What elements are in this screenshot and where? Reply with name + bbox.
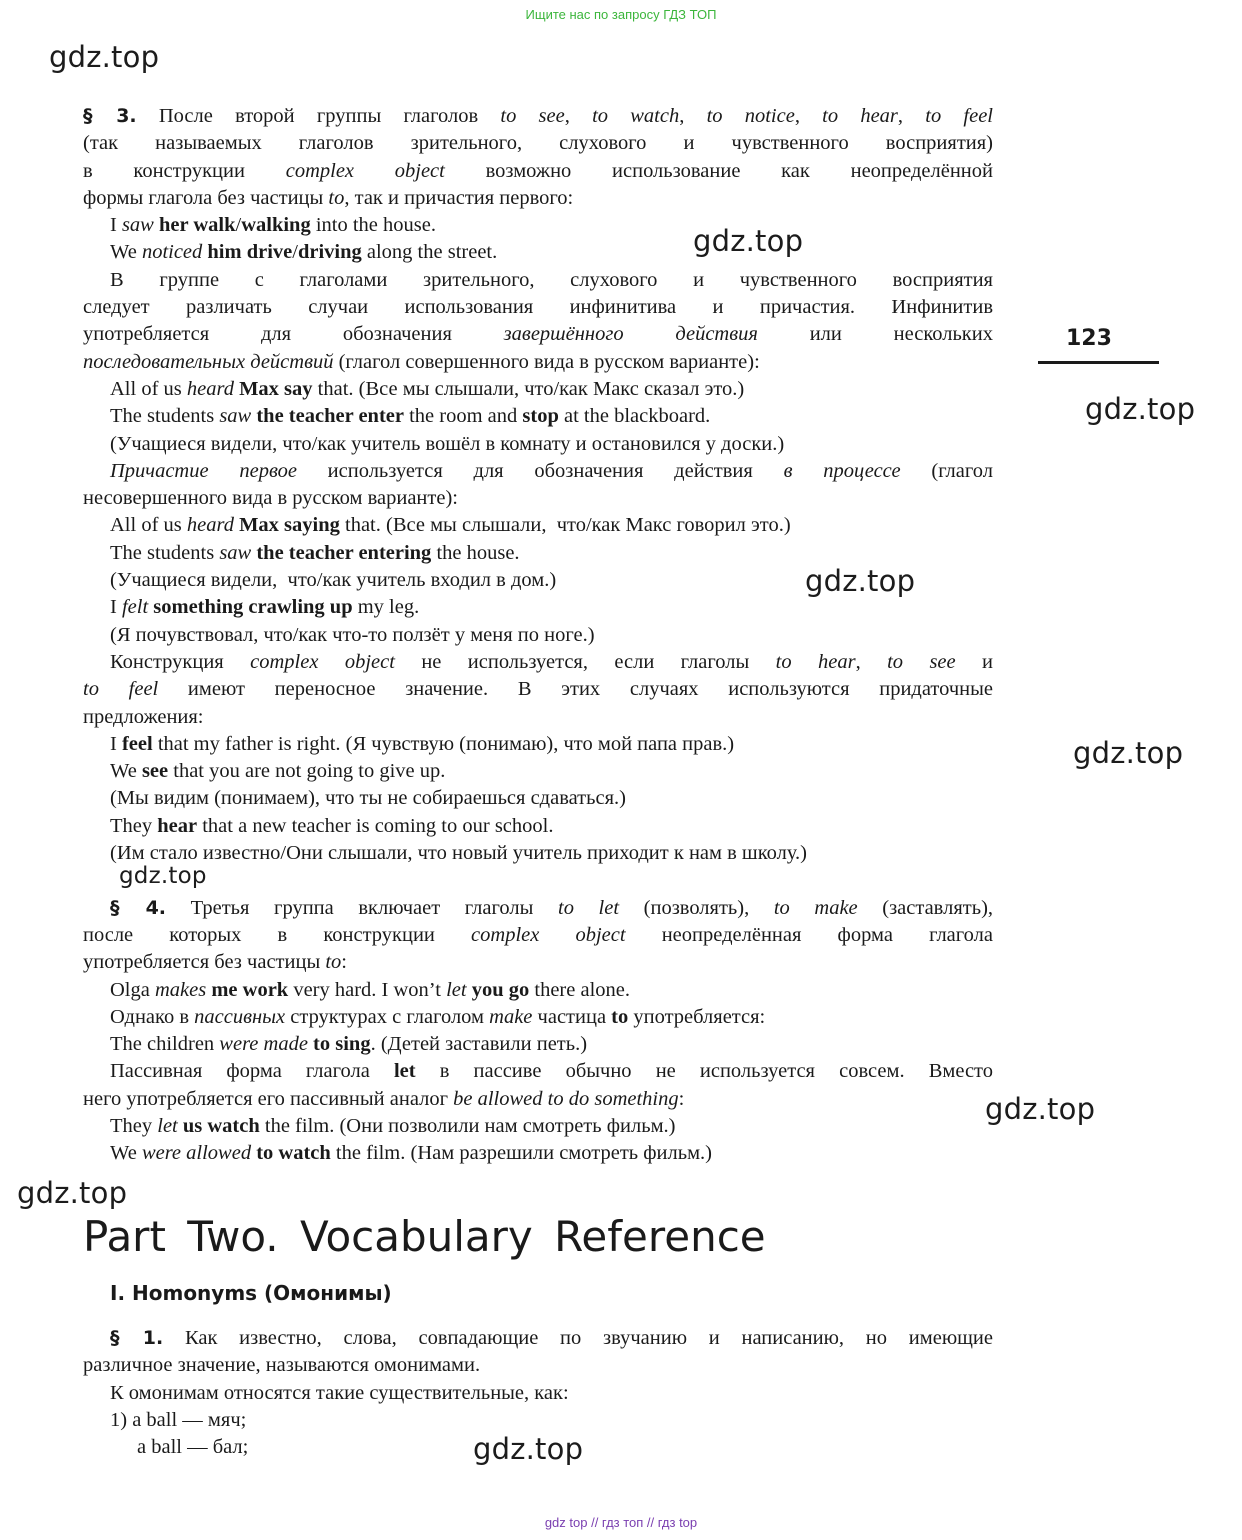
watermark: gdz.top xyxy=(693,224,804,258)
text-line: различное значение, называются омонимами. xyxy=(83,1354,481,1377)
example-line: We noticed him drive/driving along the street. xyxy=(110,241,498,264)
example-line: (Мы видим (понимаем), что ты не собираешься сдаваться.) xyxy=(110,787,626,810)
list-item: a ball — бал; xyxy=(137,1436,249,1459)
page-number-rule xyxy=(1038,361,1159,364)
watermark: gdz.top xyxy=(805,564,916,598)
homonyms-text xyxy=(83,1325,993,1461)
text-line: после которых в конструкции complex object неопределённая форма глагола xyxy=(83,923,993,946)
example-line: Однако в пассивных структурах с глаголом make частица to употребляется: xyxy=(110,1005,766,1028)
text-line: § 4. Третья группа включает глаголы to let (позволять), to make (заставлять), xyxy=(110,896,994,919)
text-line: to feel имеют переносное значение. В этих случаях используются придаточные xyxy=(83,678,993,701)
top-banner[interactable]: Ищите нас по запросу ГДЗ ТОП xyxy=(525,7,717,22)
text-line: несовершенного вида в русском варианте): xyxy=(83,487,458,510)
footer-links[interactable]: gdz top // гдз топ // гдз top xyxy=(544,1515,698,1530)
section-label: § 1. xyxy=(110,1327,164,1349)
watermark: gdz.top xyxy=(119,863,207,889)
text-line: употребляется для обозначения завершённого действия или нескольких xyxy=(83,323,993,346)
text-line: Пассивная форма глагола let в пассиве обычно не используется совсем. Вместо xyxy=(110,1060,993,1083)
text-line: § 3. После второй группы глаголов to see, to watch, to notice, to hear, to feel xyxy=(83,105,993,127)
example-line: The students saw the teacher enter the room and stop at the blackboard. xyxy=(110,405,711,428)
example-line: They hear that a new teacher is coming to our school. xyxy=(110,814,554,837)
example-line: (Я почувствовал, что/как что-то ползёт у меня по ноге.) xyxy=(110,623,595,646)
section-label: § 3. xyxy=(83,105,137,127)
example-line: They let us watch the film. (Они позволили нам смотреть фильм.) xyxy=(110,1114,676,1137)
text-line: формы глагола без частицы to, так и причастия первого: xyxy=(83,186,574,209)
example-line: The students saw the teacher entering the house. xyxy=(110,541,520,564)
watermark: gdz.top xyxy=(1085,392,1196,426)
text-line: Конструкция complex object не используется, если глаголы to hear, to see и xyxy=(110,650,993,673)
text-line: следует различать случаи использования инфинитива и причастия. Инфинитив xyxy=(83,296,993,319)
text-line: (так называемых глаголов зрительного, слухового и чувственного восприятия) xyxy=(83,132,993,155)
text-line: Причастие первое используется для обозначения действия в процессе (глагол xyxy=(110,459,993,482)
example-line: The children were made to sing. (Детей заставили петь.) xyxy=(110,1033,588,1056)
example-line: (Учащиеся видели, что/как учитель входил в дом.) xyxy=(110,569,557,592)
example-line: Olga makes me work very hard. I won’t let you go there alone. xyxy=(110,978,630,1001)
example-line: I saw her walk/walking into the house. xyxy=(110,214,436,237)
example-line: I feel that my father is right. (Я чувствую (понимаю), что мой папа прав.) xyxy=(110,732,735,755)
example-line: We were allowed to watch the film. (Нам разрешили смотреть фильм.) xyxy=(110,1142,713,1165)
page-number: 123 xyxy=(1066,326,1112,351)
watermark: gdz.top xyxy=(473,1432,584,1466)
example-line: All of us heard Max say that. (Все мы слышали, что/как Макс сказал это.) xyxy=(110,377,745,400)
watermark: gdz.top xyxy=(49,40,160,74)
example-line: All of us heard Max saying that. (Все мы слышали, что/как Макс говорил это.) xyxy=(110,514,791,537)
list-item: 1) a ball — мяч; xyxy=(110,1408,247,1431)
text-line: В группе с глаголами зрительного, слухового и чувственного восприятия xyxy=(110,268,993,291)
example-line: (Им стало известно/Они слышали, что новый учитель приходит к нам в школу.) xyxy=(110,842,807,865)
watermark: gdz.top xyxy=(985,1092,1096,1126)
text-line: употребляется без частицы to: xyxy=(83,951,347,974)
grammar-text xyxy=(83,103,993,1168)
section-subheading: I. Homonyms (Омонимы) xyxy=(110,1281,392,1305)
text-line: него употребляется его пассивный аналог be allowed to do something: xyxy=(83,1087,685,1110)
watermark: gdz.top xyxy=(17,1176,128,1210)
text-line: предложения: xyxy=(83,705,204,728)
example-line: (Учащиеся видели, что/как учитель вошёл в комнату и остановился у доски.) xyxy=(110,432,785,455)
section-label: § 4. xyxy=(110,896,167,919)
text-line xyxy=(83,867,993,894)
text-line: § 1. Как известно, слова, совпадающие по звучанию и написанию, но имеющие xyxy=(110,1327,993,1349)
example-line: We see that you are not going to give up. xyxy=(110,760,446,783)
part-title: Part Two. Vocabulary Reference xyxy=(83,1212,766,1261)
example-line: I felt something crawling up my leg. xyxy=(110,596,420,619)
text-line: последовательных действий (глагол совершенного вида в русском варианте): xyxy=(83,350,760,373)
watermark: gdz.top xyxy=(1073,736,1184,770)
text-line: в конструкции complex object возможно использование как неопределённой xyxy=(83,159,993,182)
text-line: К омонимам относятся такие существительные, как: xyxy=(110,1381,569,1404)
